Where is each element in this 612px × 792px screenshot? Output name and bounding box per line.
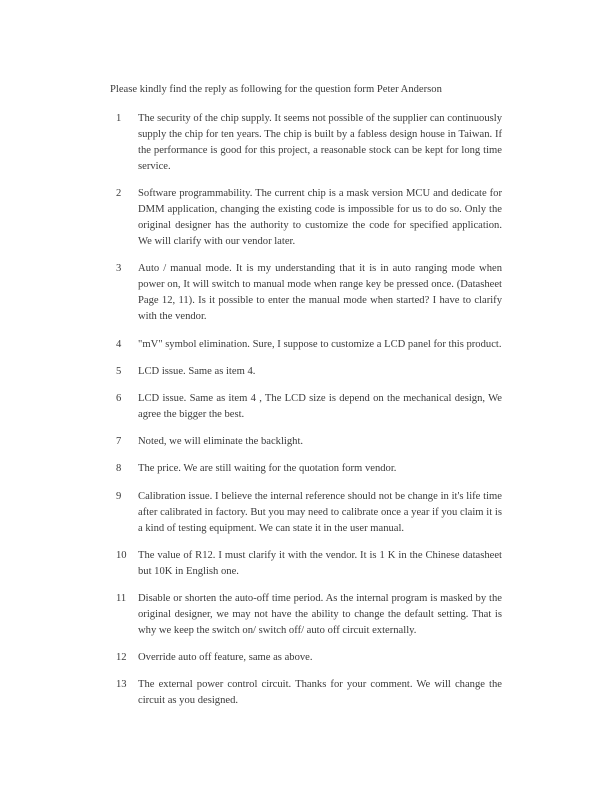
item-text: Override auto off feature, same as above. xyxy=(138,652,313,664)
item-text: The external power control circuit. Thanks for your comment. We will change the circuit as you designed. xyxy=(138,679,502,707)
item-number: 4 xyxy=(116,338,122,350)
item-number: 10 xyxy=(116,549,127,561)
item-text: Noted, we will eliminate the backlight. xyxy=(138,436,304,448)
item-number: 11 xyxy=(116,592,127,604)
item-text: LCD issue. Same as item 4. xyxy=(138,365,256,377)
list-item xyxy=(116,261,502,325)
list-item xyxy=(116,186,502,250)
item-number: 1 xyxy=(116,113,122,124)
item-text: LCD issue. Same as item 4 , The LCD size is depend on the mechanical design, We agree the bigger the best. xyxy=(138,392,502,420)
item-number: 9 xyxy=(116,490,122,502)
item-number: 7 xyxy=(116,436,122,448)
item-text: Software programmability. The current chip is a mask version MCU and dedicate for DMM application, changing the existing code is impossible for us to do so. Only the original designer has the authority to customize the code for specified application. We will clarify with our vendor later. xyxy=(138,188,502,248)
item-text: Auto / manual mode. It is my understanding that it is in auto ranging mode when power on, It will switch to manual mode when range key be pressed once. (Datasheet Page 12, 11). Is it possible to enter the manual mode when started? I have to clarify with the vendor. xyxy=(138,263,502,323)
list-item xyxy=(116,461,502,477)
item-number: 2 xyxy=(116,188,122,200)
item-text: The value of R12. I must clarify it with the vendor. It is 1 K in the Chinese datasheet but 10K in English one. xyxy=(138,549,502,577)
item-number: 12 xyxy=(116,652,127,664)
list-item xyxy=(116,391,502,423)
list-item xyxy=(116,364,502,380)
list-item xyxy=(116,677,502,709)
item-number: 8 xyxy=(116,463,122,475)
reply-list xyxy=(116,111,502,720)
item-text: The price. We are still waiting for the quotation form vendor. xyxy=(138,463,397,475)
item-text: The security of the chip supply. It seems not possible of the supplier can continuously supply the chip for ten years. The chip is built by a fabless design house in Taiwan. If the performance is good for this project, a reasonable stock can be kept for long time service. xyxy=(138,113,502,172)
item-number: 6 xyxy=(116,392,122,404)
item-text: Calibration issue. I believe the internal reference should not be change in it's life time after calibrated in factory. But you may need to calibrate once a year if you claim it is a kind of testing equipment. We can state it in the user manual. xyxy=(138,490,502,534)
item-text: Disable or shorten the auto-off time period. As the internal program is masked by the original designer, we may not have the ability to change the default setting. That is why we keep the switch on/ switch off/ auto off circuit externally. xyxy=(138,592,502,636)
list-item xyxy=(116,111,502,175)
list-item xyxy=(116,337,502,353)
intro-text: Please kindly find the reply as following for the question form Peter Anderson xyxy=(110,84,442,95)
item-number: 13 xyxy=(116,679,127,691)
list-item xyxy=(116,489,502,537)
list-item xyxy=(116,434,502,450)
item-text: "mV" symbol elimination. Sure, I suppose to customize a LCD panel for this product. xyxy=(138,338,502,350)
list-item xyxy=(116,591,502,639)
item-number: 3 xyxy=(116,263,122,275)
item-number: 5 xyxy=(116,365,122,377)
list-item xyxy=(116,650,502,666)
list-item xyxy=(116,548,502,580)
